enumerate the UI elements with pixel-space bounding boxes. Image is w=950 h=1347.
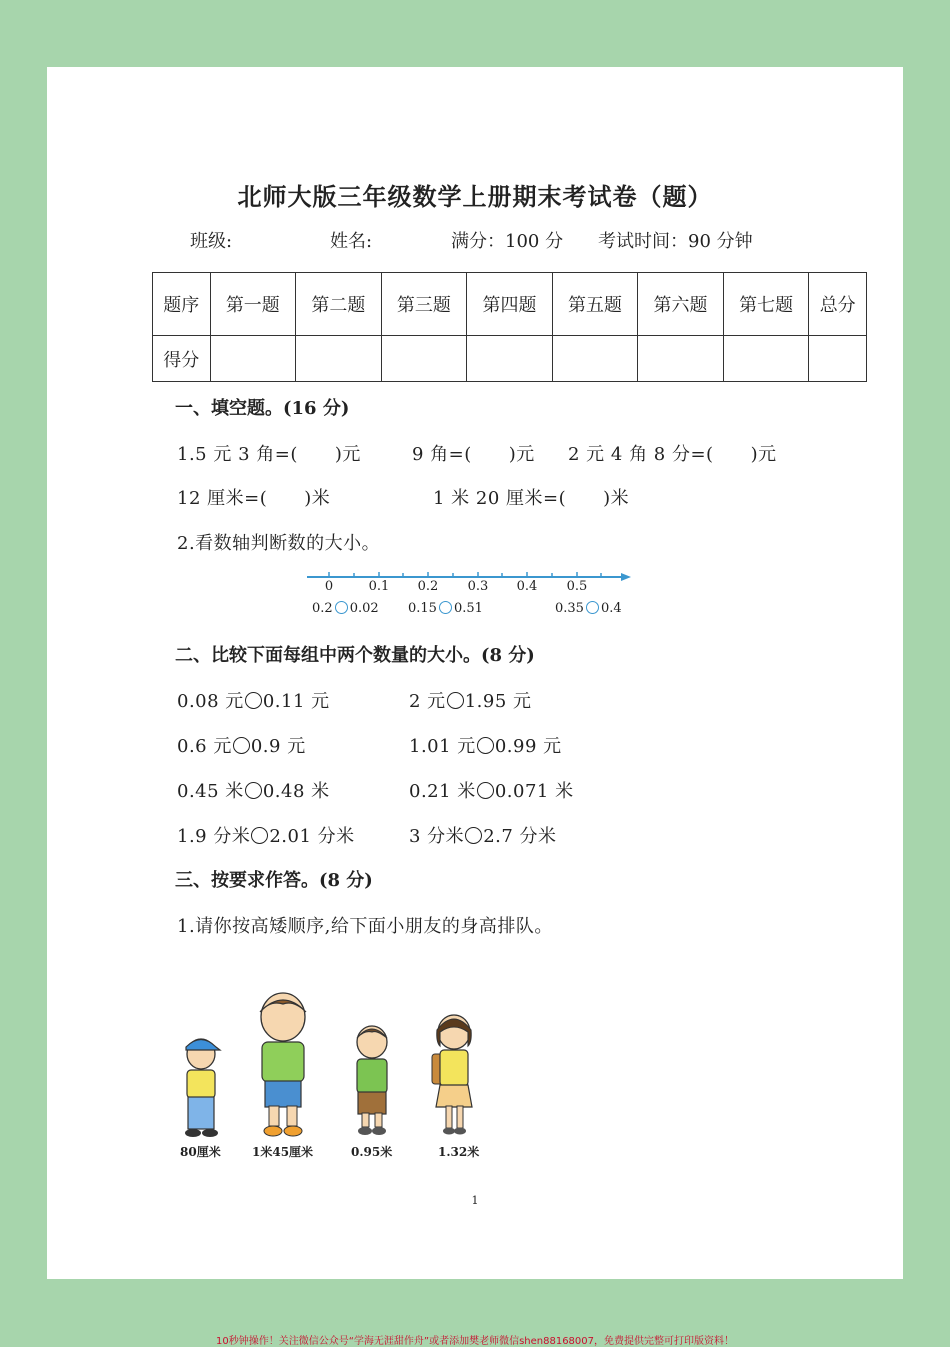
score-cell[interactable] [210, 336, 296, 382]
child-095m-figure [357, 1026, 387, 1135]
compare-item [177, 687, 330, 713]
compare-item [409, 777, 574, 803]
number-comparison [408, 601, 483, 616]
compare-a: 3 分米 [409, 826, 465, 847]
score-cell[interactable] [296, 336, 382, 382]
tick-label: 0 [324, 579, 334, 594]
cmp-right: 0.51 [453, 601, 483, 616]
cmp-right: 0.02 [349, 601, 379, 616]
header-cell: 第一题 [210, 273, 296, 336]
compare-item [409, 732, 562, 758]
cmp-left: 0.2 [312, 601, 333, 616]
answer-circle[interactable] [465, 827, 482, 844]
compare-a: 1.01 元 [409, 736, 476, 757]
q1-item: 1.5 元 3 角=( )元 [177, 444, 361, 465]
answer-circle[interactable] [447, 692, 464, 709]
child-145cm-figure [260, 993, 306, 1136]
tick-label: 0.5 [566, 579, 588, 594]
number-comparison [555, 601, 622, 616]
exam-page [47, 67, 903, 1279]
header-cell: 第五题 [552, 273, 638, 336]
compare-b: 0.48 米 [262, 781, 330, 802]
header-cell: 总分 [809, 273, 867, 336]
compare-b: 1.95 元 [464, 691, 532, 712]
header-cell: 第四题 [467, 273, 553, 336]
compare-item [177, 777, 330, 803]
score-row-label: 得分 [153, 336, 211, 382]
score-cell[interactable] [723, 336, 809, 382]
compare-item [177, 822, 355, 848]
q1-item: 1 米 20 厘米=( )米 [433, 488, 630, 509]
compare-a: 0.21 米 [409, 781, 476, 802]
promo-footer: 10秒钟操作！关注微信公众号“学海无涯甜作舟”或者添加樊老师微信shen88168007，免费提供完整可打印版资料！ [215, 1336, 735, 1347]
compare-b: 0.11 元 [262, 691, 330, 712]
q1-item: 2 元 4 角 8 分=( )元 [568, 444, 777, 465]
tick-label: 0.1 [368, 579, 390, 594]
score-cell[interactable] [381, 336, 467, 382]
answer-circle[interactable] [586, 601, 599, 614]
answer-circle[interactable] [477, 782, 494, 799]
compare-a: 0.08 元 [177, 691, 244, 712]
answer-circle[interactable] [251, 827, 268, 844]
score-cell[interactable] [638, 336, 724, 382]
answer-circle[interactable] [245, 782, 262, 799]
page-title: 北师大版三年级数学上册期末考试卷（题） [237, 182, 713, 211]
score-table-score-row [153, 336, 867, 382]
header-cell: 第六题 [638, 273, 724, 336]
q1-item: 9 角=( )元 [412, 444, 535, 465]
section3-heading: 三、按要求作答。(8 分) [175, 870, 373, 891]
compare-item [177, 732, 306, 758]
score-cell[interactable] [467, 336, 553, 382]
compare-item [409, 822, 557, 848]
children-illustration [172, 992, 492, 1142]
tick-label: 0.4 [516, 579, 538, 594]
exam-time: 考试时间：90 分钟 [598, 231, 753, 252]
tick-label: 0.3 [467, 579, 489, 594]
compare-a: 0.45 米 [177, 781, 244, 802]
number-comparison [312, 601, 379, 616]
q1-item: 12 厘米=( )米 [177, 488, 331, 509]
page-number: 1 [471, 1194, 479, 1207]
compare-b: 0.9 元 [250, 736, 306, 757]
section2-heading: 二、比较下面每组中两个数量的大小。(8 分) [175, 645, 535, 666]
answer-circle[interactable] [335, 601, 348, 614]
cmp-right: 0.4 [600, 601, 622, 616]
answer-circle[interactable] [245, 692, 262, 709]
score-table [152, 272, 867, 382]
child-height-label: 1.32米 [438, 1145, 480, 1159]
header-cell: 第三题 [381, 273, 467, 336]
header-cell: 第二题 [296, 273, 382, 336]
answer-circle[interactable] [233, 737, 250, 754]
q2-text: 2.看数轴判断数的大小。 [177, 533, 381, 554]
compare-a: 0.6 元 [177, 736, 232, 757]
compare-b: 0.071 米 [494, 781, 574, 802]
header-cell: 第七题 [723, 273, 809, 336]
section1-heading: 一、填空题。(16 分) [175, 398, 350, 419]
compare-b: 2.7 分米 [483, 826, 557, 847]
header-cell: 题序 [153, 273, 211, 336]
child-height-label: 80厘米 [180, 1145, 221, 1159]
section3-q1: 1.请你按高矮顺序,给下面小朋友的身高排队。 [177, 916, 553, 937]
answer-circle[interactable] [439, 601, 452, 614]
compare-a: 2 元 [409, 691, 446, 712]
score-table-header-row [153, 273, 867, 336]
child-80cm-figure [185, 1039, 220, 1137]
name-label: 姓名: [330, 231, 373, 252]
child-height-label: 0.95米 [351, 1145, 393, 1159]
child-height-label: 1米45厘米 [252, 1145, 314, 1159]
score-cell[interactable] [809, 336, 867, 382]
tick-label: 0.2 [417, 579, 439, 594]
score-cell[interactable] [552, 336, 638, 382]
compare-b: 0.99 元 [494, 736, 562, 757]
compare-item [409, 687, 532, 713]
cmp-left: 0.15 [408, 601, 437, 616]
child-132m-figure [432, 1015, 472, 1135]
number-line [305, 570, 635, 620]
answer-circle[interactable] [477, 737, 494, 754]
full-score: 满分：100 分 [451, 231, 564, 252]
compare-b: 2.01 分米 [269, 826, 355, 847]
cmp-left: 0.35 [555, 601, 584, 616]
compare-a: 1.9 分米 [177, 826, 251, 847]
class-label: 班级: [190, 231, 233, 252]
